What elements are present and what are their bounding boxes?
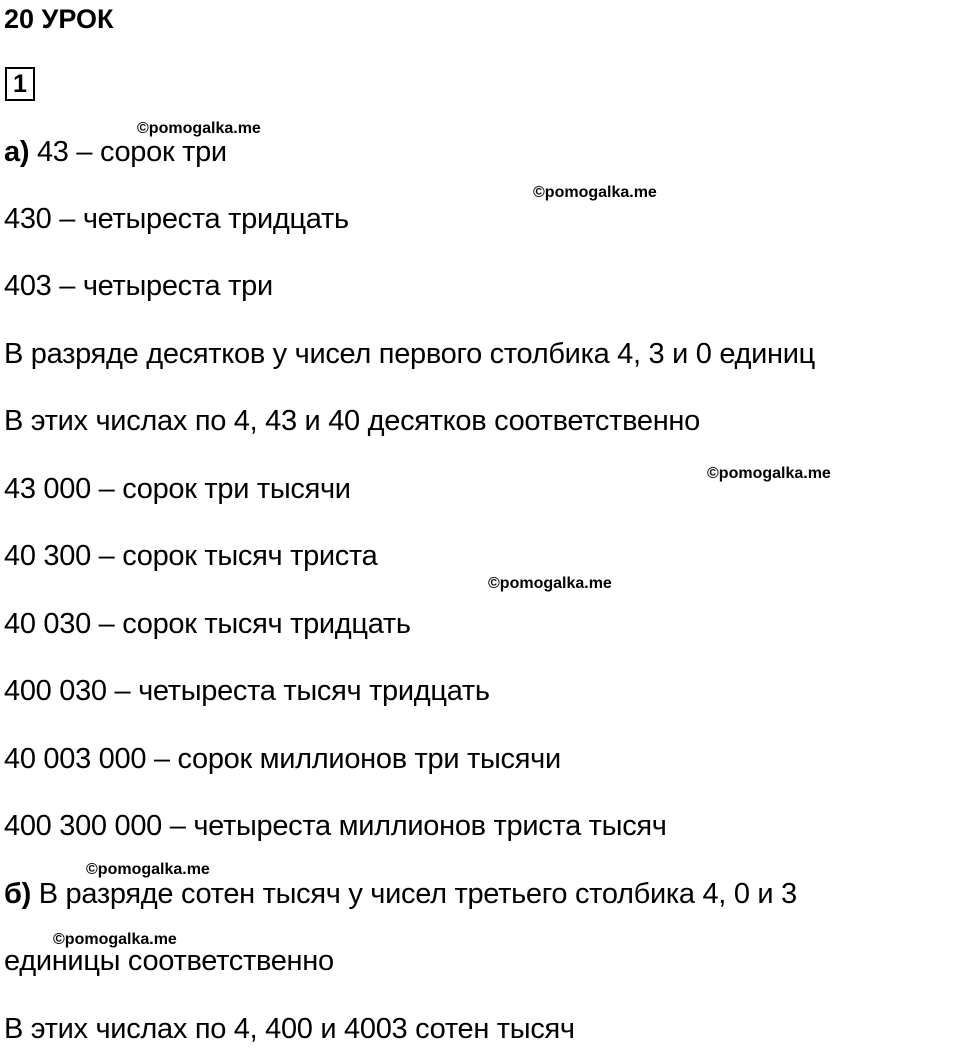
part-b-line: В этих числах по 4, 400 и 4003 сотен тысяч <box>4 1013 575 1045</box>
part-a-line: 40 003 000 – сорок миллионов три тысячи <box>4 743 561 775</box>
part-a-line: В этих числах по 4, 43 и 40 десятков соответственно <box>4 405 700 437</box>
watermark: ©pomogalka.me <box>707 465 831 482</box>
part-b-first-line <box>4 876 797 912</box>
part-a-line: 40 030 – сорок тысяч тридцать <box>4 608 411 640</box>
watermark: ©pomogalka.me <box>137 120 261 137</box>
part-b-marker: б) <box>4 878 31 910</box>
watermark: ©pomogalka.me <box>53 931 177 948</box>
part-b-line: единицы соответственно <box>4 945 334 977</box>
part-a-line: 403 – четыреста три <box>4 270 273 302</box>
task-number-box: 1 <box>5 67 35 101</box>
part-a-first-text: 43 – сорок три <box>29 136 227 168</box>
watermark: ©pomogalka.me <box>533 184 657 201</box>
part-a-line: 400 030 – четыреста тысяч тридцать <box>4 675 490 707</box>
lesson-title: 20 УРОК <box>4 4 114 34</box>
part-a-line: В разряде десятков у чисел первого столбика 4, 3 и 0 единиц <box>4 338 815 370</box>
part-a-first-line <box>4 134 227 170</box>
part-a-line: 430 – четыреста тридцать <box>4 203 349 235</box>
watermark: ©pomogalka.me <box>86 861 210 878</box>
part-a-marker: а) <box>4 136 30 168</box>
part-a-line: 43 000 – сорок три тысячи <box>4 473 351 505</box>
part-a-line: 400 300 000 – четыреста миллионов триста тысяч <box>4 810 667 842</box>
part-b-first-text: В разряде сотен тысяч у чисел третьего столбика 4, 0 и 3 <box>30 878 797 910</box>
watermark: ©pomogalka.me <box>488 575 612 592</box>
part-a-line: 40 300 – сорок тысяч триста <box>4 540 378 572</box>
